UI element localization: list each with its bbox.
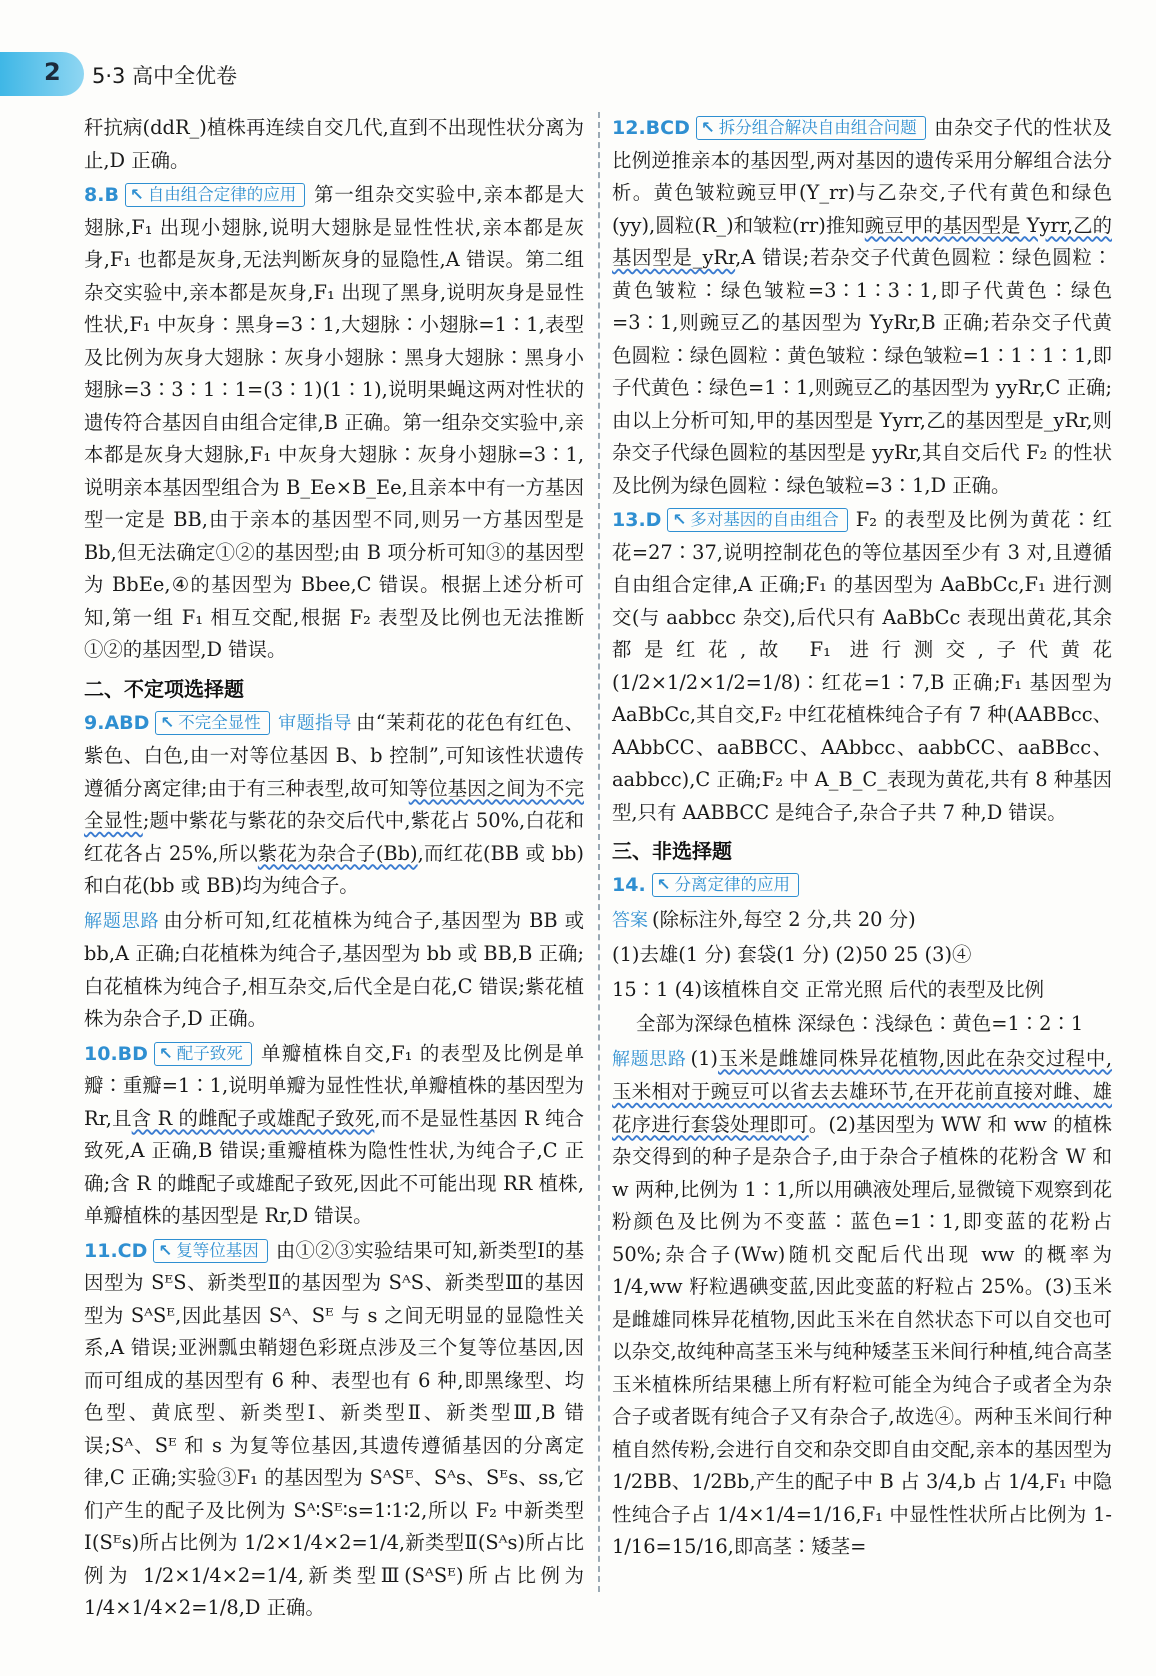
flag-icon: ↖ — [672, 510, 687, 529]
topic-tag — [154, 1042, 252, 1066]
book-title: 5·3 高中全优卷 — [92, 64, 238, 88]
underlined-text: 玉米是雌雄同株异花植物,因此在杂交过程中,玉米相对于豌豆可以省去去雄环节,在开花前直接对雌、雄花序进行套袋处理即可 — [612, 1046, 1113, 1136]
question-text: 由杂交子代的性状及比例逆推亲本的基因型,两对基因的遗传采用分解组合法分析。黄色皱粒豌豆甲(Y_rr)与乙杂交,子代有黄色和绿色(yy),圆粒(R_)和皱粒(rr)推知 — [612, 116, 1112, 237]
topic-tag-label: 拆分组合解决自由组合问题 — [718, 118, 917, 137]
paragraph-continuation: 秆抗病(ddR_)植株再连续自交几代,直到不出现性状分离为止,D 正确。 — [84, 116, 584, 172]
question-12 — [612, 112, 1112, 502]
flag-icon: ↖ — [129, 185, 144, 204]
topic-tag — [125, 183, 305, 207]
question-text: 第一组杂交实验中,亲本都是大翅脉,F₁ 出现小翅脉,说明大翅脉是显性性状,亲本都是灰身,F₁ 也都是灰身,无法判断灰身的显隐性,A 错误。第二组杂交实验中,亲本都是灰身,F₁ 出现了黑身,说明灰身是显性性状,F₁ 中灰身∶黑身=3∶1,大翅脉∶小翅脉=1∶1,表型及比例为灰身大翅脉∶灰身小翅脉∶黑身大翅脉∶黑身小翅脉=3∶3∶1∶1=(3∶1)(1∶1),说明果蝇这两对性状的遗传符合基因自由组合定律,B 正确。第一组杂交实验中,亲本都是灰身大翅脉,F₁ 中灰身大翅脉∶灰身小翅脉=3∶1,说明亲本基因型组合为 B_Ee×B_Ee,且亲本中有一方基因型一定是 BB,由于亲本的基因型不同,则另一方基因型是 Bb,但无法确定①②的基因型;由 B 项分析可知③的基因型为 BbEe,④的基因型为 Bbee,C 错误。根据上述分析可知,第一组 F₁ 相互交配,根据 F₂ 表型及比例也无法推断①②的基因型,D 错误。 — [84, 183, 584, 661]
question-number: 8.B — [84, 184, 119, 206]
topic-tag-label: 配子致死 — [176, 1043, 243, 1063]
question-number: 11.CD — [84, 1239, 148, 1262]
question-14 — [612, 869, 1112, 902]
idea-label: 解题思路 — [612, 1048, 687, 1070]
question-number: 9.ABD — [84, 711, 150, 734]
question-number: 13.D — [612, 509, 662, 531]
underlined-text: 等位基因之间为不完全显性 — [84, 776, 584, 832]
answer-block — [612, 904, 1112, 938]
underlined-text: 紫花为杂合子(Bb) — [257, 841, 418, 865]
question-number: 10.BD — [84, 1042, 148, 1065]
section-heading: 二、不定项选择题 — [84, 676, 244, 701]
idea-text: (1) — [690, 1046, 718, 1070]
flag-icon: ↖ — [158, 1240, 173, 1260]
topic-tag-label: 多对基因的自由组合 — [690, 510, 839, 529]
question-text: ,而红花(BB 或 bb)和白花(bb 或 BB)均为纯合子。 — [84, 841, 584, 897]
topic-tag-label: 自由组合定律的应用 — [147, 185, 297, 204]
answer-line: (1)去雄(1 分) 套袋(1 分) (2)50 25 (3)④ — [612, 943, 972, 966]
idea-text: 。(2)基因型为 WW 和 ww 的植株杂交得到的种子是杂合子,由于杂合子植株的花粉含 W 和 w 两种,比例为 1∶1,所以用碘液处理后,显微镜下观察到花粉颜色及比例为不变蓝∶蓝色=1∶1,即变蓝的花粉占 50%;杂合子(Ww)随机交配后代出现 ww 的概率为 1/4,ww 籽粒遇碘变蓝,因此变蓝的籽粒占 25%。(3)玉米是雌雄同株异花植物,因此玉米在自然状态下可以自交也可以杂交,故纯种高茎玉米与纯种矮茎玉米间行种植,纯合高茎玉米植株所结果穗上所有籽粒可能全为纯合子或者全为杂合子或者既有纯合子又有杂合子,故选④。两种玉米间行种植自然传粉,会进行自交和杂交即自由交配,亲本的基因型为 1/2BB、1/2Bb,产生的配子中 B 占 3/4,b 占 1/4,F₁ 中隐性纯合子占 1/4×1/4=1/16,F₁ 中显性性状所占比例为 1-1/16=15/16,即高茎∶矮茎= — [612, 1112, 1112, 1558]
topic-tag-label: 复等位基因 — [176, 1240, 259, 1260]
question-text: 由①②③实验结果可知,新类型Ⅰ的基因型为 SᴱS、新类型Ⅱ的基因型为 SᴬS、新类型Ⅲ的基因型为 SᴬSᴱ,因此基因 Sᴬ、Sᴱ 与 s 之间无明显的显隐性关系,A 错误;亚洲瓢虫鞘翅色彩斑点涉及三个复等位基因,因而可组成的基因型有 6 种、表型也有 6 种,即黑缘型、均色型、黄底型、新类型Ⅰ、新类型Ⅱ、新类型Ⅲ,B 错误;Sᴬ、Sᴱ 和 s 为复等位基因,其遗传遵循基因的分离定律,C 正确;实验③F₁ 的基因型为 SᴬSᴱ、Sᴬs、Sᴱs、ss,它们产生的配子及比例为 Sᴬ∶Sᴱ∶s=1∶1∶2,所以 F₂ 中新类型Ⅰ(Sᴱs)所占比例为 1/2×1/4×2=1/4,新类型Ⅱ(Sᴬs)所占比例为 1/2×1/4×2=1/4,新类型Ⅲ(SᴬSᴱ)所占比例为 1/4×1/4×2=1/8,D 正确。 — [84, 1238, 584, 1619]
question-text: 由“茉莉花的花色有红色、紫色、白色,由一对等位基因 B、b 控制”,可知该性状遗传遵循分离定律;由于有三种表型,故可知 — [84, 710, 584, 800]
question-9 — [84, 707, 584, 903]
underlined-text: 豌豆甲的基因型是 Yyrr,乙的基因型是_yRr — [612, 213, 1112, 269]
idea-label: 解题思路 — [84, 910, 160, 932]
flag-icon: ↖ — [656, 875, 671, 894]
page-number: 2 — [44, 58, 61, 86]
answer-line: 15∶1 (4)该植株自交 正常光照 后代的表型及比例 — [612, 977, 1044, 1001]
page-header — [0, 52, 1156, 96]
answer-note: (除标注外,每空 2 分,共 20 分) — [652, 907, 916, 931]
question-number: 12.BCD — [612, 117, 690, 139]
question-text: ,而不是显性基因 R 纯合致死,A 正确,B 错误;重瓣植株为隐性性状,为纯合子,C 正确;含 R 的雌配子或雄配子致死,因此不可能出现 RR 植株,单瓣植株的基因型是 Rr,D 错误。 — [84, 1106, 584, 1227]
question-text: 单瓣植株自交,F₁ 的表型及比例是单瓣∶重瓣=1∶1,说明单瓣为显性性状,单瓣植株的基因型为 Rr,且 — [84, 1041, 584, 1130]
question-text: ,A 错误;若杂交子代黄色圆粒∶绿色圆粒∶黄色皱粒∶绿色皱粒=3∶1∶3∶1,即子代黄色∶绿色=3∶1,则豌豆乙的基因型为 YyRr,B 正确;若杂交子代黄色圆粒∶绿色圆粒∶黄色皱粒∶绿色皱粒=1∶1∶1∶1,即子代黄色∶绿色=1∶1,则豌豆乙的基因型为 yyRr,C 正确;由以上分析可知,甲的基因型是 Yyrr,乙的基因型是_yRr,则杂交子代绿色圆粒的基因型是 yyRr,其自交后代 F₂ 的性状及比例为绿色圆粒∶绿色皱粒=3∶1,D 正确。 — [612, 246, 1112, 497]
answer-label: 答案 — [612, 909, 648, 931]
question-11 — [84, 1235, 584, 1625]
solution-idea — [84, 905, 584, 1036]
flag-icon: ↖ — [158, 1043, 173, 1063]
section-heading: 三、非选择题 — [612, 839, 732, 863]
hint-label: 审题指导 — [277, 712, 352, 734]
topic-tag-label: 不完全显性 — [178, 712, 261, 732]
flag-icon: ↖ — [700, 118, 715, 137]
question-text: ;题中紫花与紫花的杂交后代中,紫花占 50%,白花和红花各占 25%,所以 — [84, 809, 585, 865]
page-number-badge — [0, 52, 84, 96]
left-column — [84, 112, 584, 1627]
topic-tag-label: 分离定律的应用 — [674, 875, 790, 894]
topic-tag — [153, 1239, 267, 1263]
topic-tag — [696, 116, 926, 140]
solution-idea — [612, 1043, 1112, 1564]
topic-tag — [652, 873, 799, 897]
topic-tag — [667, 508, 847, 532]
topic-tag — [155, 711, 269, 735]
flag-icon: ↖ — [160, 712, 175, 732]
right-column — [612, 112, 1112, 1566]
question-13 — [612, 504, 1112, 829]
question-10 — [84, 1038, 584, 1233]
question-text: F₂ 的表型及比例为黄花∶红花=27∶37,说明控制花色的等位基因至少有 3 对,且遵循自由组合定律,A 正确;F₁ 的基因型为 AaBbCc,F₁ 进行测交(与 aabbcc 杂交),后代只有 AaBbCc 表现出黄花,其余都是红花,故 F₁ 进行测交,子代黄花(1/2×1/2×1/2=1/8)∶红花=1∶7,B 正确;F₁ 基因型为 AaBbCc,其自交,F₂ 中红花植株纯合子有 7 种(AABBcc、AAbbCC、aaBBCC、AAbbcc、aabbCC、aaBBcc、aabbcc),C 正确;F₂ 中 A_B_C_表现为黄花,共有 8 种基因型,只有 AABBCC 是纯合子,杂合子共 7 种,D 错误。 — [612, 508, 1112, 824]
question-8 — [84, 179, 584, 667]
column-divider — [598, 112, 600, 1592]
idea-text: 由分析可知,红花植株为纯合子,基因型为 BB 或 bb,A 正确;白花植株为纯合子,基因型为 bb 或 BB,B 正确;白花植株为纯合子,相互杂交,后代全是白花,C 错误;紫花植株为杂合子,D 正确。 — [84, 908, 585, 1030]
answer-line: 全部为深绿色植株 深绿色∶浅绿色∶黄色=1∶2∶1 — [636, 1012, 1084, 1035]
underlined-text: 含 R 的雌配子或雄配子致死 — [131, 1106, 375, 1130]
question-number: 14. — [612, 874, 646, 896]
